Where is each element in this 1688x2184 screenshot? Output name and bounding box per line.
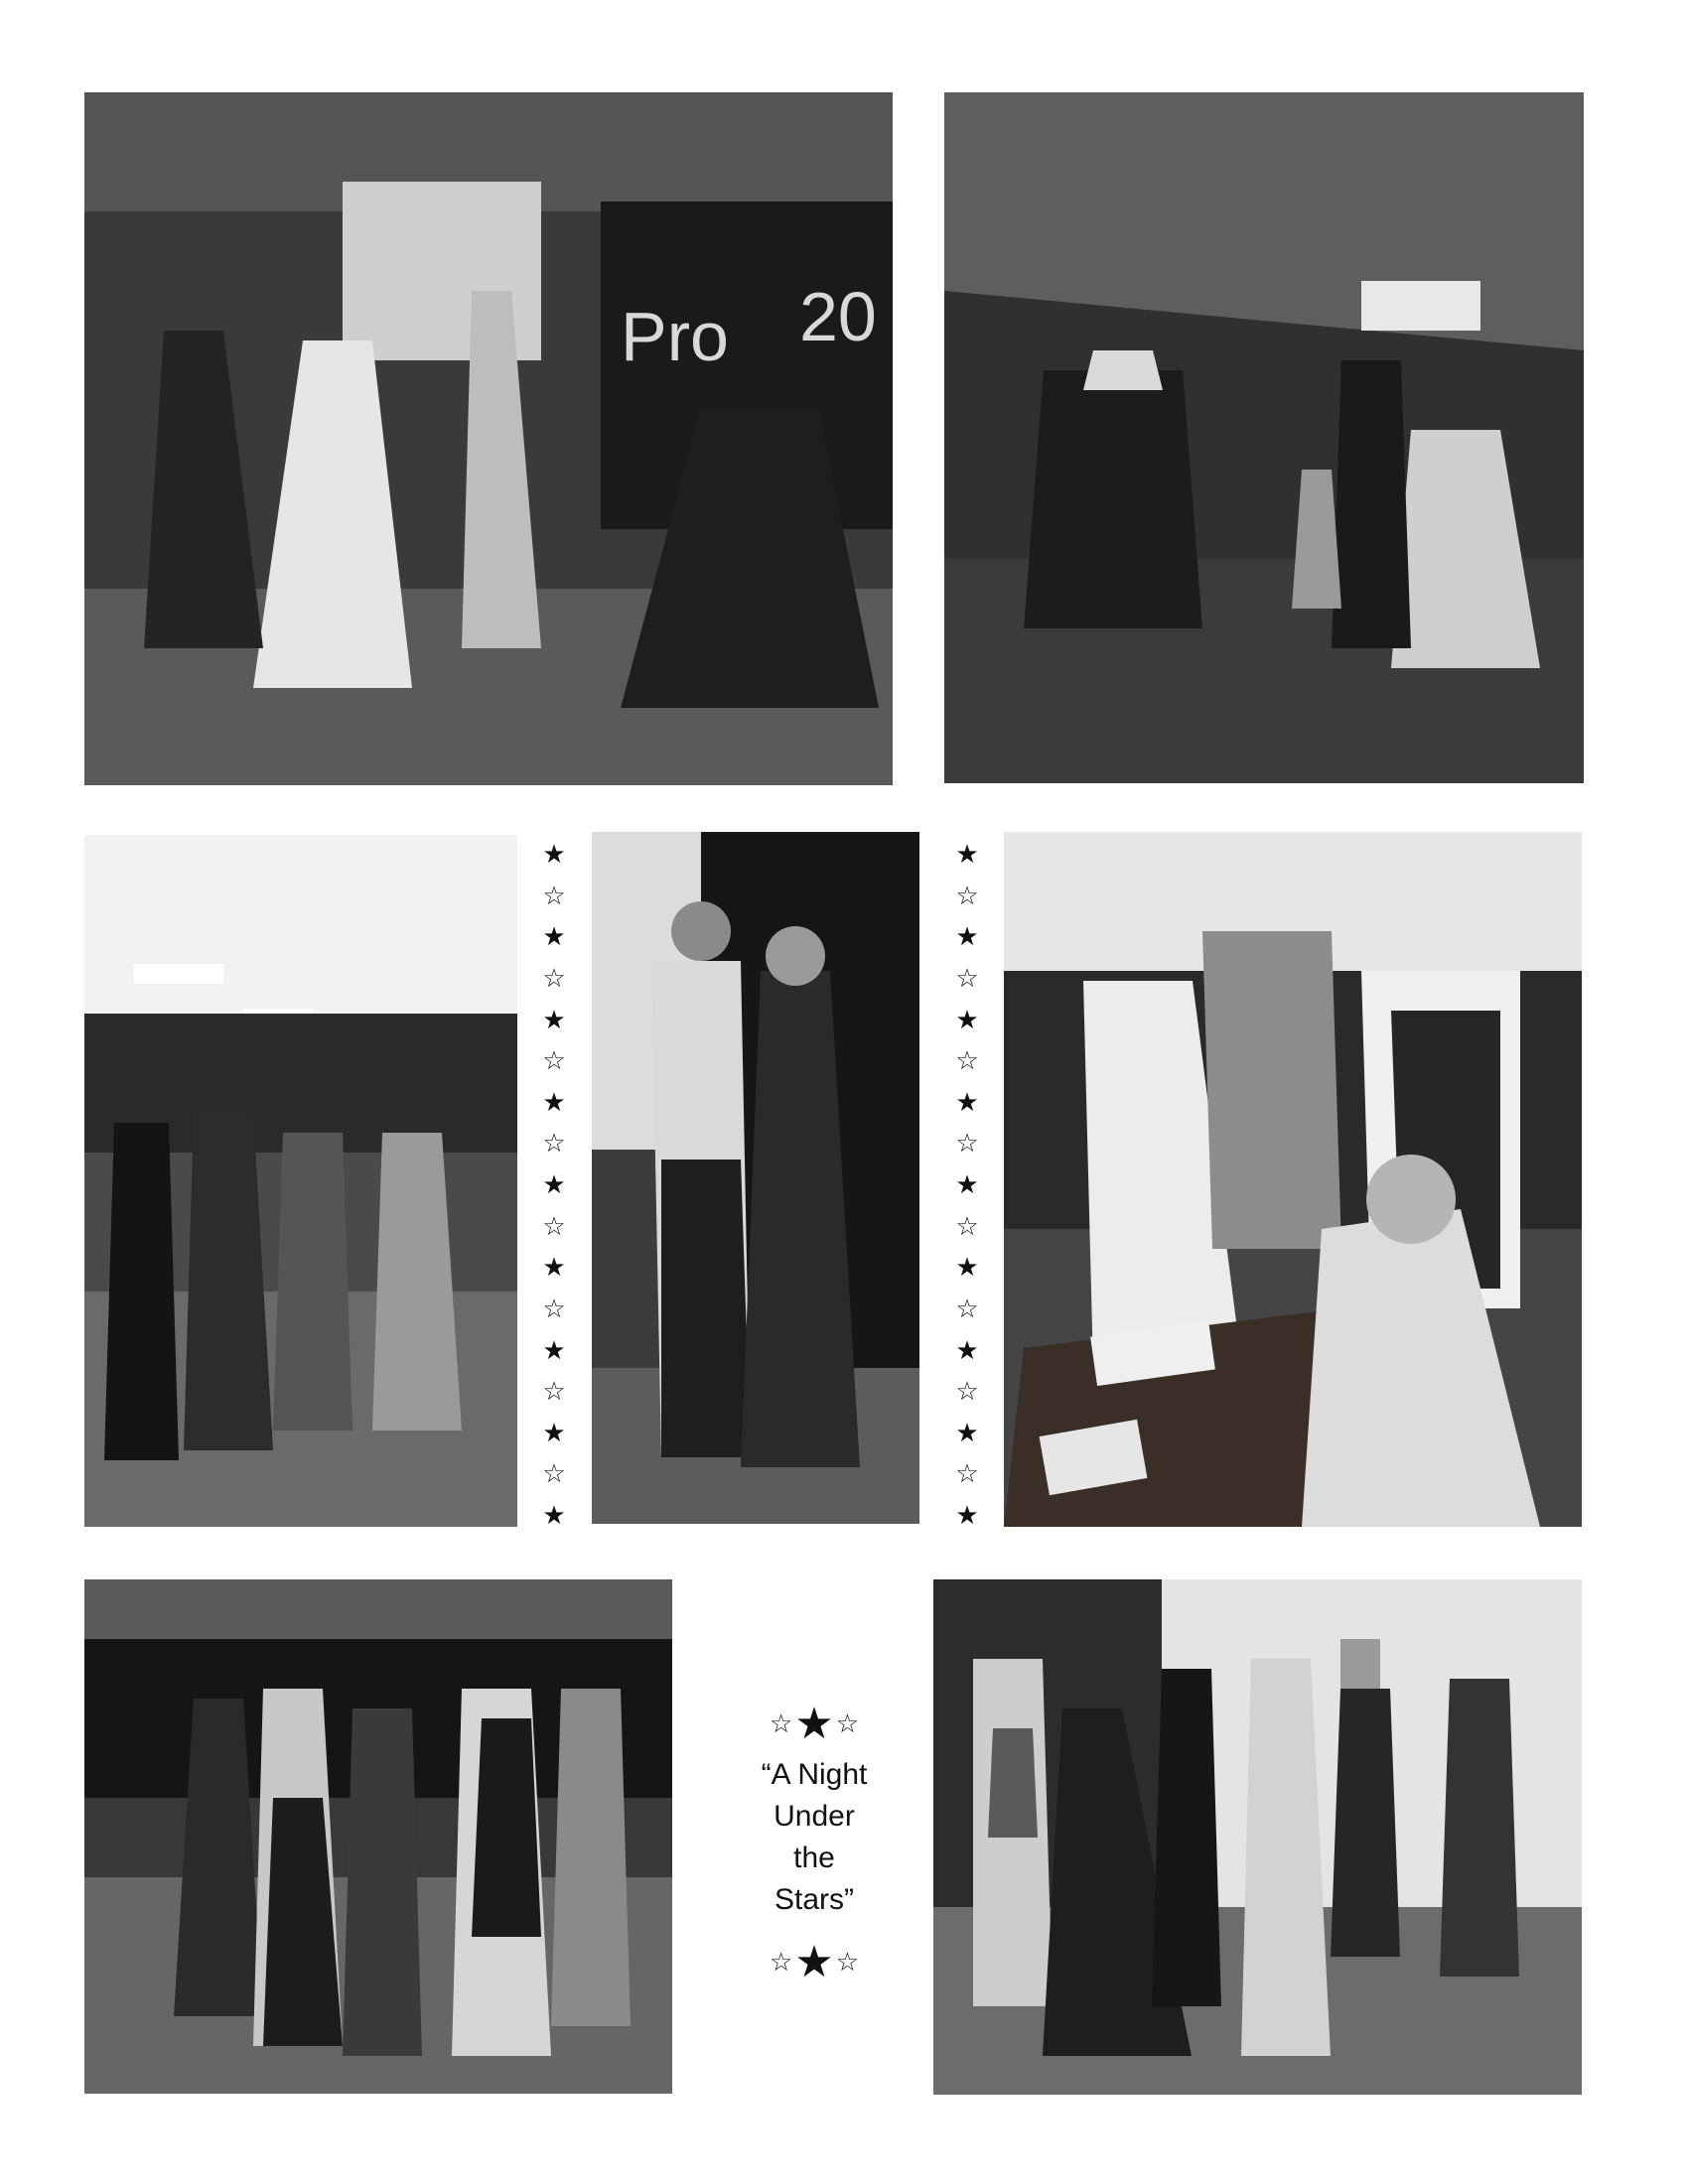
caption-line: Stars”	[774, 1883, 854, 1916]
outline-star-icon: ☆	[542, 1377, 566, 1408]
photo-group-dancing-crowd	[84, 1579, 672, 2094]
outline-star-icon: ☆	[955, 1377, 979, 1408]
photo-ticket-check-in-table	[1004, 832, 1582, 1527]
filled-star-icon: ★	[794, 1937, 834, 1987]
filled-star-icon: ★	[542, 1170, 566, 1200]
filled-star-icon: ★	[794, 1699, 834, 1749]
outline-star-icon: ☆	[542, 1294, 566, 1324]
outline-star-icon: ☆	[542, 1046, 566, 1077]
filled-star-icon: ★	[955, 1335, 979, 1366]
outline-star-icon: ☆	[769, 1709, 793, 1739]
outline-star-icon: ☆	[955, 963, 979, 994]
filled-star-icon: ★	[955, 1170, 979, 1200]
filled-star-icon: ★	[542, 1501, 566, 1531]
filled-star-icon: ★	[955, 1501, 979, 1531]
caption-stars-bottom	[725, 1937, 904, 1987]
outline-star-icon: ☆	[955, 1459, 979, 1490]
outline-star-icon: ☆	[955, 881, 979, 911]
filled-star-icon: ★	[955, 922, 979, 953]
filled-star-icon: ★	[542, 1335, 566, 1366]
star-column-left	[534, 842, 574, 1529]
outline-star-icon: ☆	[769, 1948, 793, 1978]
photo-couple-embracing	[592, 832, 919, 1524]
outline-star-icon: ☆	[955, 1046, 979, 1077]
caption-line: “A Night	[761, 1758, 868, 1791]
caption-stars-top	[725, 1699, 904, 1749]
outline-star-icon: ☆	[955, 1294, 979, 1324]
filled-star-icon: ★	[955, 1253, 979, 1284]
svg-text:20: 20	[799, 278, 877, 355]
photo-couples-slow-dancing-lights	[944, 92, 1584, 783]
filled-star-icon: ★	[955, 840, 979, 870]
photo-group-standing-chatting	[84, 835, 517, 1527]
filled-star-icon: ★	[542, 840, 566, 870]
filled-star-icon: ★	[955, 1087, 979, 1118]
filled-star-icon: ★	[955, 1418, 979, 1448]
caption-line: Under	[774, 1800, 855, 1833]
caption-block	[725, 1699, 904, 1987]
filled-star-icon: ★	[542, 1005, 566, 1035]
outline-star-icon: ☆	[542, 881, 566, 911]
star-column-right	[947, 842, 987, 1529]
filled-star-icon: ★	[542, 1087, 566, 1118]
outline-star-icon: ☆	[542, 1129, 566, 1160]
outline-star-icon: ☆	[955, 1129, 979, 1160]
photo-students-walking-hallway	[933, 1579, 1582, 2095]
filled-star-icon: ★	[542, 1253, 566, 1284]
outline-star-icon: ☆	[542, 963, 566, 994]
outline-star-icon: ☆	[955, 1211, 979, 1242]
caption-line: the	[793, 1842, 835, 1874]
svg-text:Pro: Pro	[621, 298, 729, 375]
outline-star-icon: ☆	[835, 1709, 860, 1739]
outline-star-icon: ☆	[542, 1459, 566, 1490]
filled-star-icon: ★	[542, 922, 566, 953]
caption-text	[725, 1754, 904, 1921]
filled-star-icon: ★	[542, 1418, 566, 1448]
filled-star-icon: ★	[955, 1005, 979, 1035]
outline-star-icon: ☆	[542, 1211, 566, 1242]
outline-star-icon: ☆	[835, 1948, 860, 1978]
photo-girls-dancing-prom-banner	[84, 92, 893, 785]
